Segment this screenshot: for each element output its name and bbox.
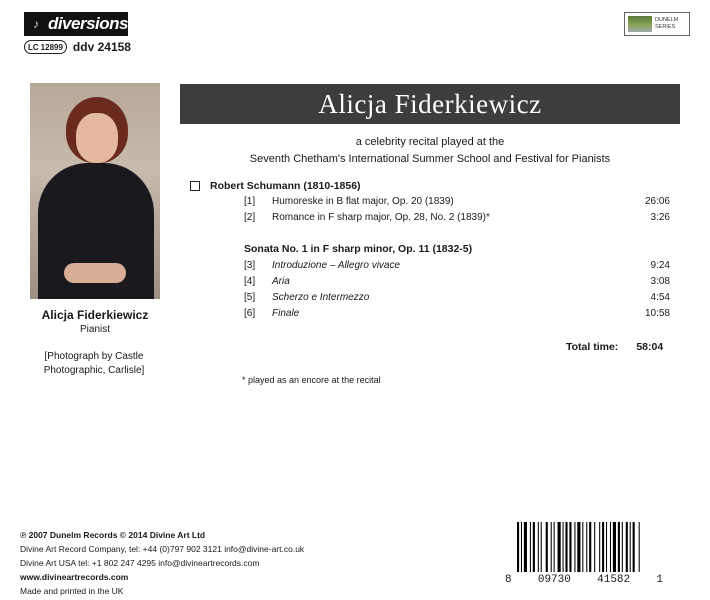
barcode-bar (569, 522, 571, 572)
barcode-bar (574, 522, 575, 572)
track-title: Romance in F sharp major, Op. 28, No. 2 (1839)* (272, 212, 490, 223)
website-link: www.divineartrecords.com (20, 572, 129, 582)
label-code-row (24, 40, 131, 54)
barcode-bar (521, 522, 522, 572)
total-value: 58:04 (636, 341, 664, 353)
dunelm-line2: SERIES (655, 24, 676, 30)
track-row (244, 276, 670, 287)
lc-text: LC (28, 42, 39, 52)
track-number: [1] (244, 196, 256, 207)
barcode-bar (546, 522, 548, 572)
barcode-digit-group: 8 (505, 574, 512, 586)
music-icon: ♪ (32, 17, 39, 31)
track-title: Finale (272, 308, 300, 319)
total-time (566, 341, 663, 353)
barcode-bar (530, 522, 531, 572)
made-in-line: Made and printed in the UK (20, 586, 124, 596)
subtitle (180, 134, 680, 168)
barcode-bar (633, 522, 635, 572)
photo-credit: [Photograph by Castle Photographic, Carlisle] (43, 351, 145, 376)
subtitle-line-2: Seventh Chetham's International Summer School and Festival for Pianists (249, 153, 611, 165)
composer-name: Robert Schumann (1810-1856) (210, 180, 361, 192)
diversions-logo (24, 12, 128, 36)
album-title: Alicja Fiderkiewicz (318, 88, 542, 119)
artist-photo (30, 83, 160, 299)
track-time: 3:08 (650, 276, 670, 287)
contact-uk: Divine Art Record Company, tel: +44 (0)797 902 3121 info@divine-art.co.uk (20, 544, 305, 554)
footnote: * played as an encore at the recital (242, 375, 381, 385)
castle-image-icon (628, 16, 652, 32)
logo-text: diversions (47, 14, 128, 33)
barcode-bar (577, 522, 580, 572)
barcode-bar (582, 522, 583, 572)
barcode-bar (599, 522, 600, 572)
track-title: Scherzo e Intermezzo (272, 292, 370, 303)
total-label: Total time: (566, 341, 619, 353)
track-time: 10:58 (644, 308, 670, 319)
barcode-bar (558, 522, 561, 572)
barcode-bar (602, 522, 604, 572)
barcode-digit-group: 41582 (597, 574, 631, 586)
track-time: 4:54 (650, 292, 670, 303)
barcode-bar (618, 522, 620, 572)
barcode-bar (517, 522, 519, 572)
track-number: [6] (244, 308, 256, 319)
barcode-bar (538, 522, 539, 572)
footer-credits (20, 528, 304, 598)
track-number: [4] (244, 276, 256, 287)
track-time: 26:06 (644, 196, 670, 207)
track-number: [5] (244, 292, 256, 303)
copyright-line: ℗ 2007 Dunelm Records © 2014 Divine Art Ltd (20, 530, 206, 540)
barcode-bar (639, 522, 640, 572)
photo-caption-name: Alicja Fiderkiewicz (41, 308, 149, 322)
lc-badge (24, 40, 67, 54)
barcode-bar (610, 522, 611, 572)
photo-hands (64, 263, 126, 283)
barcode-bar (554, 522, 555, 572)
barcode-bar (606, 522, 607, 572)
barcode-bar (551, 522, 552, 572)
barcode-bar (524, 522, 527, 572)
track-time: 9:24 (650, 260, 670, 271)
track-row (244, 292, 670, 303)
track-row (244, 212, 670, 223)
track-row (244, 260, 670, 271)
track-row (244, 308, 670, 319)
track-title: Aria (272, 276, 290, 287)
track-row (244, 196, 670, 207)
sonata-heading: Sonata No. 1 in F sharp minor, Op. 11 (1832-5) (244, 243, 473, 255)
photo-face (76, 113, 118, 163)
barcode-bar (594, 522, 595, 572)
barcode-digit-group: 09730 (537, 574, 571, 586)
composer-heading (190, 180, 361, 192)
barcode-bar (622, 522, 623, 572)
title-bar (180, 84, 680, 124)
track-title: Humoreske in B flat major, Op. 20 (1839) (272, 196, 454, 207)
contact-usa: Divine Art USA tel: +1 802 247 4295 info@divineartrecords.com (20, 558, 260, 568)
dunelm-series-badge (624, 12, 690, 36)
checkbox-square-icon (190, 181, 200, 191)
barcode-bar (563, 522, 564, 572)
track-number: [2] (244, 212, 256, 223)
track-title: Introduzione – Allegro vivace (272, 260, 401, 271)
barcode-bar (613, 522, 616, 572)
dunelm-text (655, 17, 678, 31)
barcode-bar (589, 522, 591, 572)
barcode-bar (626, 522, 628, 572)
track-time: 3:26 (650, 212, 670, 223)
subtitle-line-1: a celebrity recital played at the (355, 136, 505, 148)
catalogue-number: ddv 24158 (72, 40, 131, 54)
photo-caption-role: Pianist (79, 324, 110, 335)
barcode-bar (565, 522, 567, 572)
barcode-bar (586, 522, 587, 572)
dunelm-line1: DUNELM (655, 17, 679, 23)
barcode-bars (517, 522, 651, 574)
lc-code: 12899 (40, 42, 63, 52)
barcode-bar (533, 522, 535, 572)
barcode (505, 522, 663, 600)
track-number: [3] (244, 260, 256, 271)
barcode-bar (541, 522, 542, 572)
barcode-digit-group: 1 (656, 574, 663, 586)
barcode-bar (630, 522, 631, 572)
barcode-digits (505, 574, 663, 586)
